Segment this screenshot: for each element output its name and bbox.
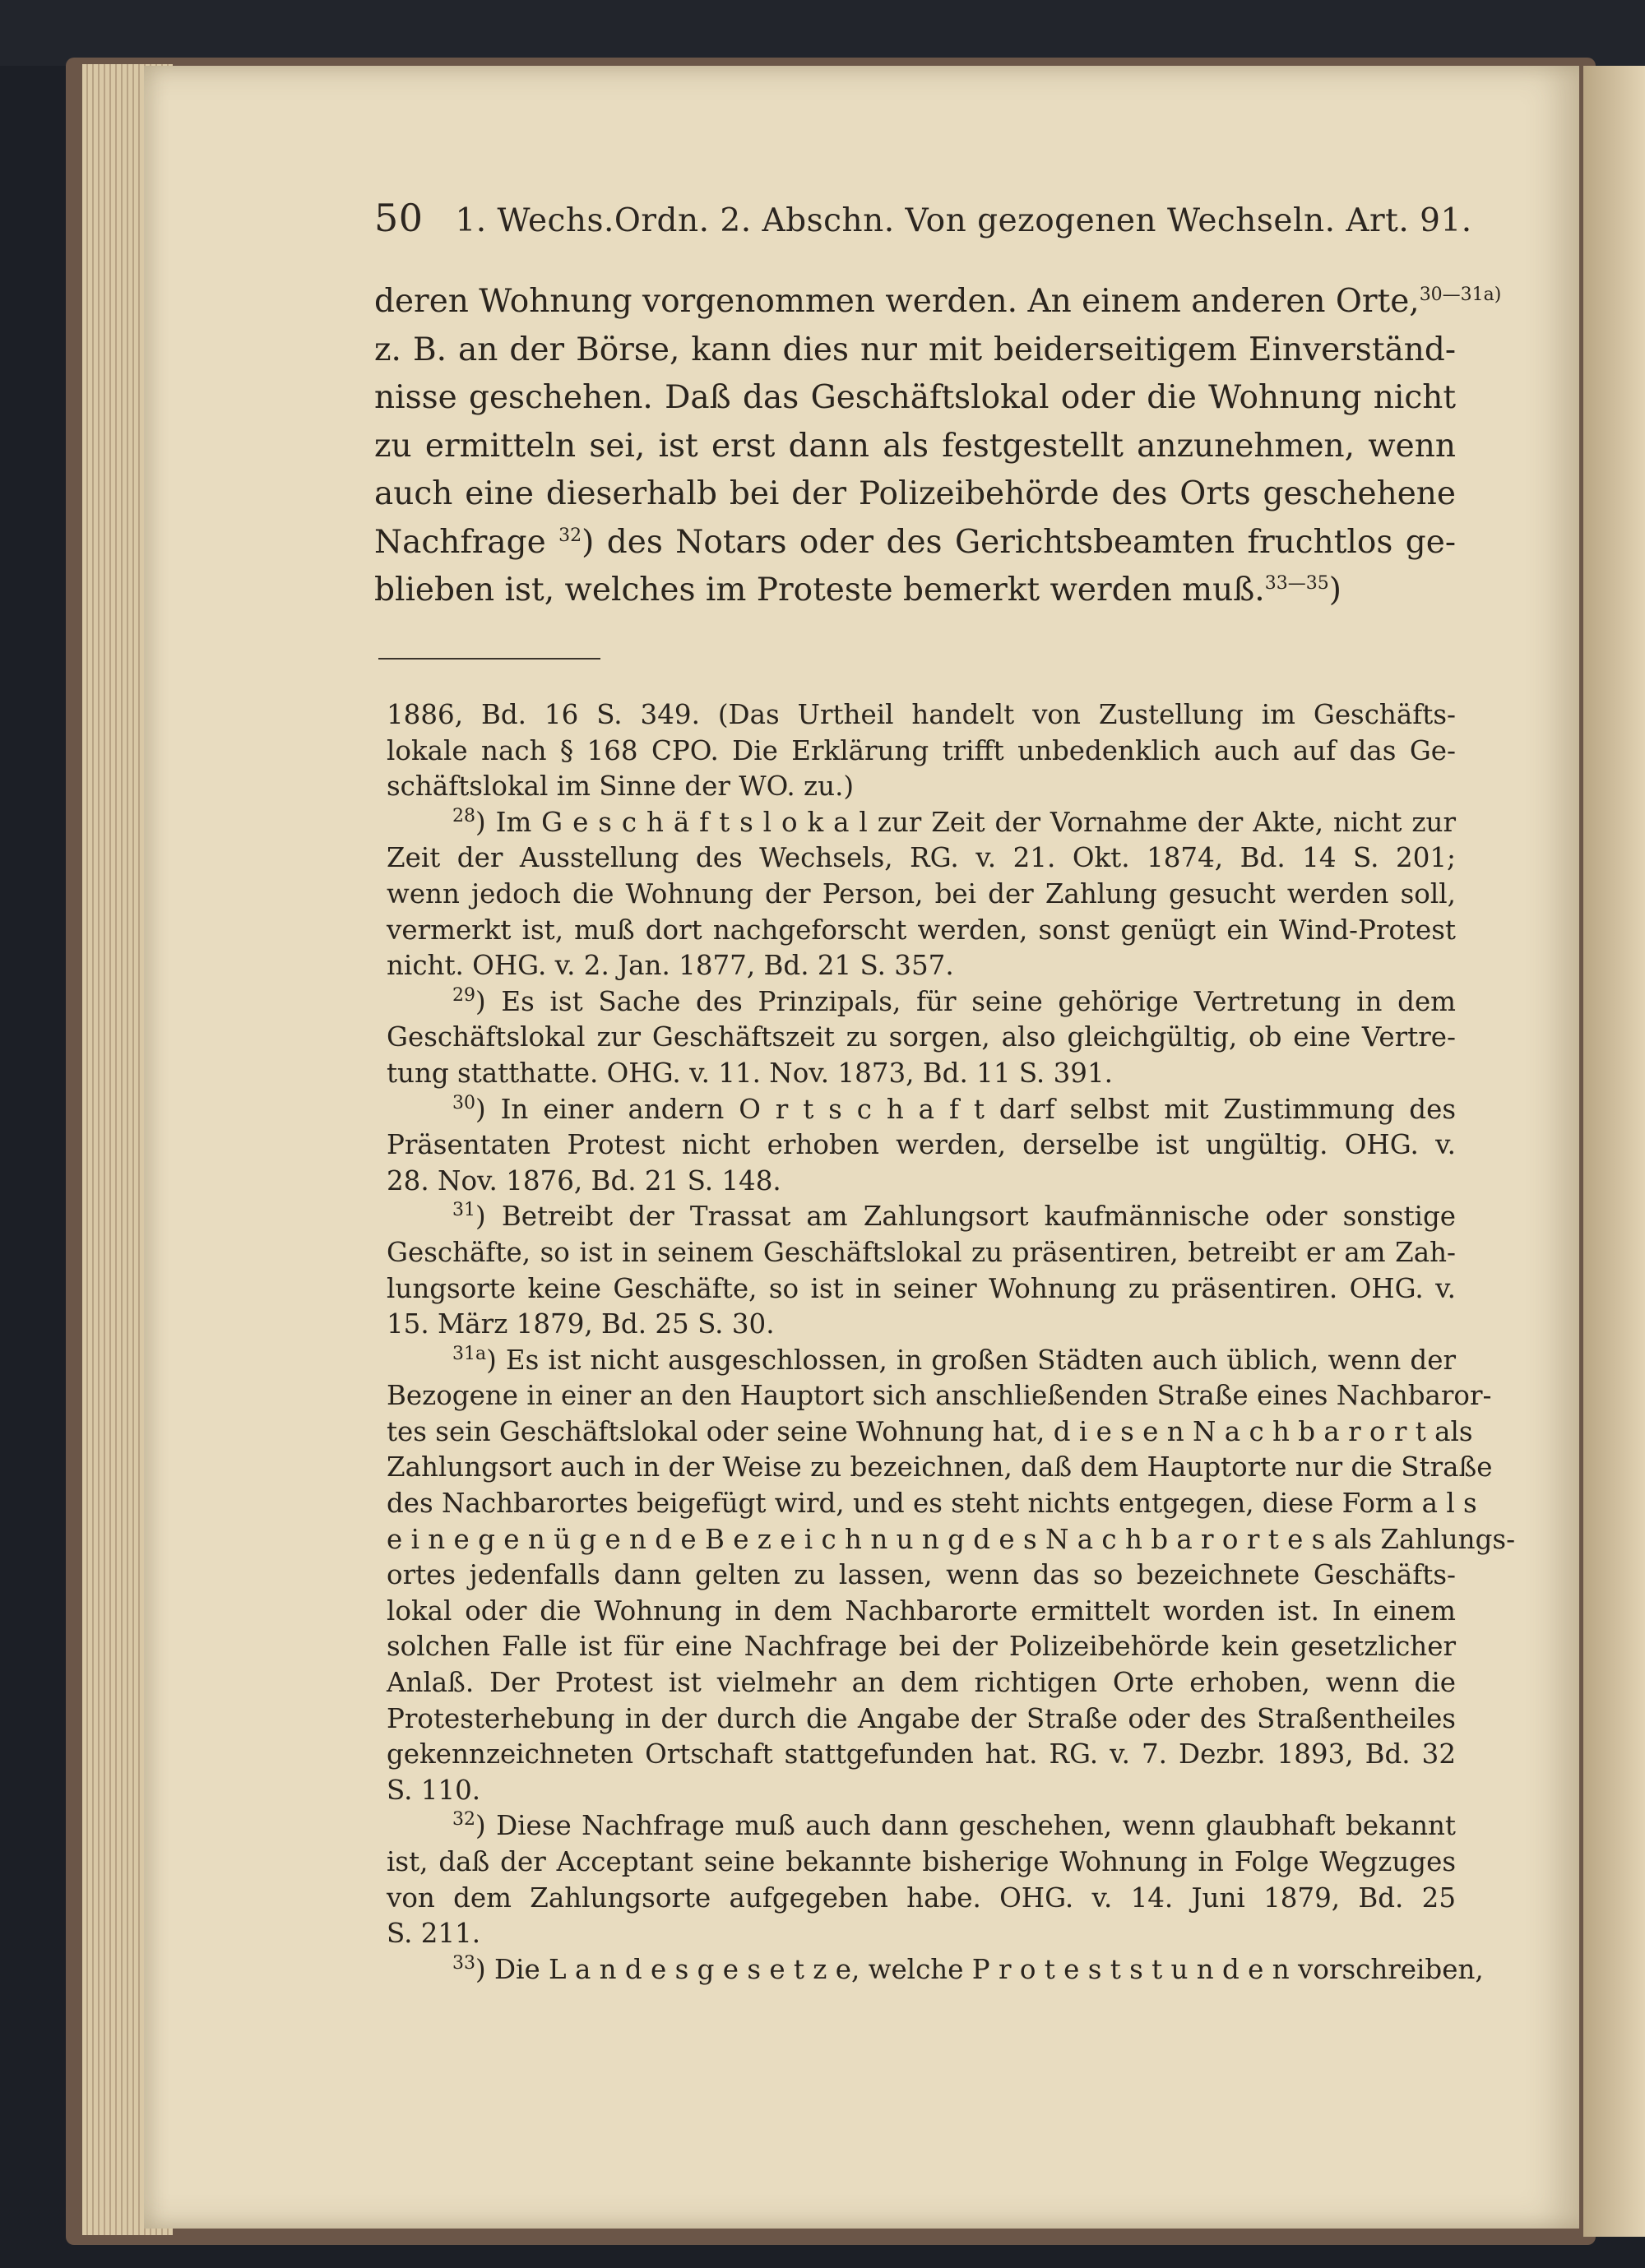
body-line: Nachfrage $^{32}$) des Notars oder des Gerichtsbeamten fruchtlos ge- bbox=[374, 523, 1456, 561]
body-line: nisse geschehen. Daß das Geschäftslokal oder die Wohnung nicht bbox=[374, 379, 1456, 416]
footnote-line: Protesterhebung in der durch die Angabe der Straße oder des Straßentheiles bbox=[387, 1702, 1456, 1734]
footnote-line: schäftslokal im Sinne der WO. zu.) bbox=[387, 771, 855, 803]
page-number: 50 bbox=[374, 196, 424, 240]
body-line: deren Wohnung vorgenommen werden. An einem anderen Orte,$^{30—31a)}$ bbox=[374, 283, 1502, 320]
footnote-mark: 28 bbox=[452, 805, 475, 826]
body-line: zu ermitteln sei, ist erst dann als festgestellt anzunehmen, wenn bbox=[374, 427, 1456, 465]
footnote-line: S. 110. bbox=[387, 1774, 481, 1806]
footnote-mark: 30 bbox=[452, 1092, 475, 1113]
footnote-line: lokal oder die Wohnung in dem Nachbarorte ermittelt worden ist. In einem bbox=[387, 1595, 1456, 1627]
body-line: blieben ist, welches im Proteste bemerkt werden muß.$^{33—35}$) bbox=[374, 572, 1341, 609]
running-header bbox=[374, 196, 1526, 245]
body-line: z. B. an der Börse, kann dies nur mit beiderseitigem Einverständ- bbox=[374, 331, 1456, 368]
footnote-line: ist, daß der Acceptant seine bekannte bisherige Wohnung in Folge Wegzuges bbox=[387, 1846, 1456, 1877]
footnote-separator bbox=[378, 658, 600, 660]
footnote-line: Präsentaten Protest nicht erhoben werden, derselbe ist ungültig. OHG. v. bbox=[387, 1129, 1456, 1161]
footnote-line: Anlaß. Der Protest ist vielmehr an dem richtigen Orte erhoben, wenn die bbox=[387, 1667, 1456, 1699]
footnote-line: des Nachbarortes beigefügt wird, und es steht nichts entgegen, diese Form a l s bbox=[387, 1488, 1477, 1520]
footnote-start-line: $^{32}$) Diese Nachfrage muß auch dann geschehen, wenn glaubhaft bekannt bbox=[452, 1809, 1456, 1842]
footnote-start-line: $^{28}$) Im G e s c h ä f t s l o k a l zur Zeit der Vornahme der Akte, nicht zur bbox=[452, 805, 1456, 838]
footnote-line: tes sein Geschäftslokal oder seine Wohnung hat, d i e s e n N a c h b a r o r t als bbox=[387, 1415, 1473, 1447]
footnotes bbox=[387, 697, 1516, 1988]
footnote-line: Zahlungsort auch in der Weise zu bezeichnen, daß dem Hauptorte nur die Straße bbox=[387, 1451, 1493, 1483]
footnote-mark: 32 bbox=[452, 1809, 475, 1831]
footnote-line: 15. März 1879, Bd. 25 S. 30. bbox=[387, 1308, 775, 1340]
running-title: 1. Wechs.Ordn. 2. Abschn. Von gezogenen Wechseln. Art. 91. bbox=[455, 202, 1472, 239]
footnote-line: Geschäfte, so ist in seinem Geschäftslokal zu präsentiren, betreibt er am Zah- bbox=[387, 1236, 1456, 1268]
footnote-start-line: $^{31}$) Betreibt der Trassat am Zahlungsort kaufmännische oder sonstige bbox=[452, 1200, 1456, 1233]
main-text bbox=[374, 278, 1502, 615]
footnote-line: Geschäftslokal zur Geschäftszeit zu sorgen, also gleichgültig, ob eine Vertre- bbox=[387, 1021, 1456, 1053]
book-cover-top bbox=[0, 0, 1645, 66]
footnote-mark: 29 bbox=[452, 984, 475, 1006]
footnote-line: Bezogene in einer an den Hauptort sich anschließenden Straße eines Nachbaror- bbox=[387, 1380, 1492, 1412]
footnote-mark: 31a bbox=[452, 1343, 487, 1364]
footnote-line: lungsorte keine Geschäfte, so ist in seiner Wohnung zu präsentiren. OHG. v. bbox=[387, 1272, 1456, 1304]
footnote-line: vermerkt ist, muß dort nachgeforscht werden, sonst genügt ein Wind-Protest bbox=[387, 914, 1456, 946]
footnote-mark: 33 bbox=[452, 1952, 475, 1974]
footnote-mark: 31 bbox=[452, 1200, 475, 1221]
footnote-line: wenn jedoch die Wohnung der Person, bei der Zahlung gesucht werden soll, bbox=[387, 877, 1456, 910]
facing-page-edge bbox=[1583, 66, 1645, 2237]
footnote-line: ortes jedenfalls dann gelten zu lassen, wenn das so bezeichnete Geschäfts- bbox=[387, 1559, 1456, 1591]
footnote-line: S. 211. bbox=[387, 1918, 481, 1950]
footnote-line: nicht. OHG. v. 2. Jan. 1877, Bd. 21 S. 357. bbox=[387, 950, 954, 982]
footnote-line: von dem Zahlungsorte aufgegeben habe. OHG. v. 14. Juni 1879, Bd. 25 bbox=[387, 1882, 1456, 1914]
footnote-start-line: $^{33}$) Die L a n d e s g e s e t z e, welche P r o t e s t s t u n d e n vorschreiben, bbox=[452, 1952, 1484, 1985]
footnote-line: gekennzeichneten Ortschaft stattgefunden hat. RG. v. 7. Dezbr. 1893, Bd. 32 bbox=[387, 1738, 1456, 1770]
footnote-line: e i n e g e n ü g e n d e B e z e i c h n u n g d e s N a c h b a r o r t e s als Zahlungs- bbox=[387, 1523, 1516, 1555]
footnote-line: lokale nach § 168 CPO. Die Erklärung trifft unbedenklich auch auf das Ge- bbox=[387, 734, 1456, 766]
footnote-start-line: $^{29}$) Es ist Sache des Prinzipals, für seine gehörige Vertretung in dem bbox=[452, 984, 1456, 1017]
footnote-line: 28. Nov. 1876, Bd. 21 S. 148. bbox=[387, 1164, 781, 1196]
footnote-line: Zeit der Ausstellung des Wechsels, RG. v. 21. Okt. 1874, Bd. 14 S. 201; bbox=[387, 842, 1456, 874]
footnote-line: solchen Falle ist für eine Nachfrage bei der Polizeibehörde kein gesetzlicher bbox=[387, 1631, 1456, 1663]
body-line: auch eine dieserhalb bei der Polizeibehörde des Orts geschehene bbox=[374, 475, 1456, 512]
footnote-line: tung statthatte. OHG. v. 11. Nov. 1873, Bd. 11 S. 391. bbox=[387, 1057, 1113, 1089]
footnote-line: 1886, Bd. 16 S. 349. (Das Urtheil handelt von Zustellung im Geschäfts- bbox=[387, 699, 1456, 730]
footnote-start-line: $^{30}$) In einer andern O r t s c h a f t darf selbst mit Zustimmung des bbox=[452, 1092, 1456, 1125]
footnote-start-line: $^{31a}$) Es ist nicht ausgeschlossen, in großen Städten auch üblich, wenn der bbox=[452, 1343, 1456, 1376]
